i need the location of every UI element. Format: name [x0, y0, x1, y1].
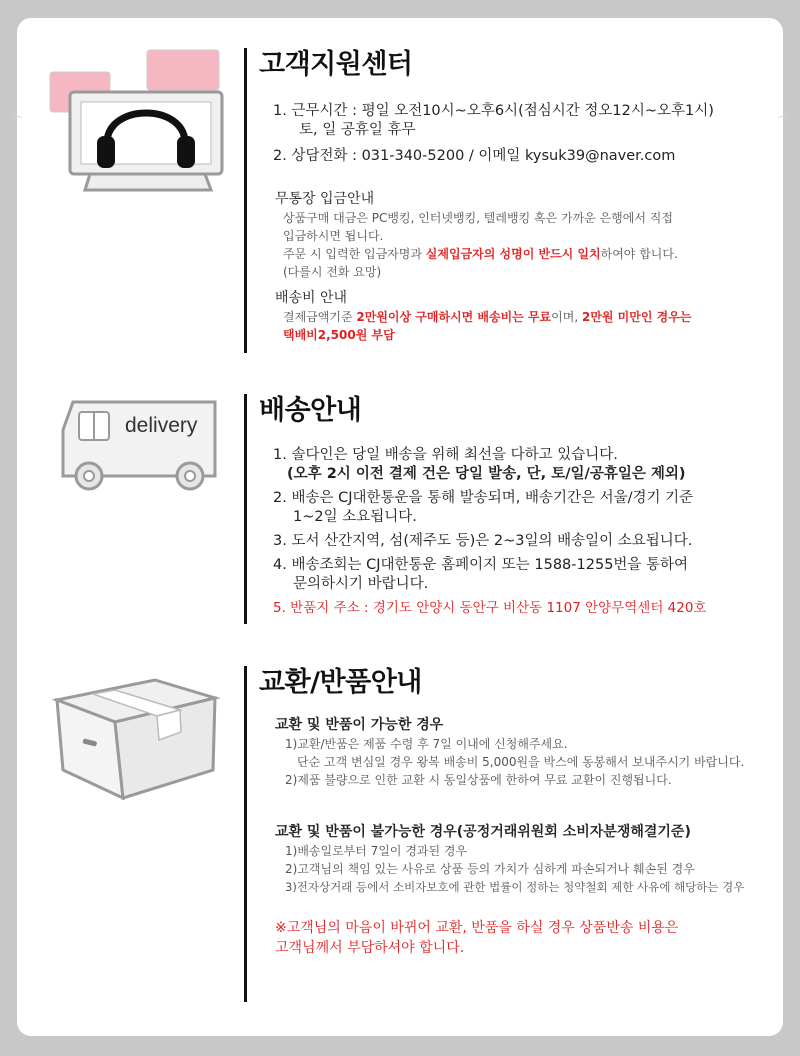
- deposit-line-4: (다를시 전화 요망): [283, 265, 382, 279]
- shipfee-title: 배송비 안내: [275, 290, 348, 306]
- delivery-icon: [45, 396, 235, 500]
- hours-holiday-line: 토, 일 공휴일 휴무: [299, 122, 416, 138]
- delivery-item-2-cont: 1~2일 소요됩니다.: [293, 509, 417, 525]
- hours-line: 1. 근무시간 : 평일 오전10시~오후6시(점심시간 정오12시~오후1시): [273, 103, 714, 119]
- returns-content: [244, 666, 781, 1002]
- impossible-item-1: 1)배송일로부터 7일이 경과된 경우: [285, 844, 468, 858]
- parcel-box-icon: [45, 670, 235, 800]
- impossible-title: 교환 및 반품이 불가능한 경우(공정거래위원회 소비자분쟁해결기준): [275, 824, 691, 840]
- returns-icon: [45, 670, 235, 804]
- return-address: 경기도 안양시 동안구 비산동 1107 안양무역센터 420호: [372, 600, 707, 616]
- shipfee-line-2: 택배비2,500원 부담: [283, 328, 395, 342]
- delivery-item-1: 1. 솔다인은 당일 배송을 위해 최선을 다하고 있습니다.: [273, 447, 618, 463]
- deposit-line-2: 입금하시면 됩니다.: [283, 229, 384, 243]
- deposit-line-3-highlight: 실제입금자의 성명이 반드시 일치: [425, 247, 601, 261]
- phone-email-line: 2. 상담전화 : 031-340-5200 / 이메일 kysuk39@naver.com: [273, 148, 676, 164]
- shipfee-under-highlight: 2만원 미만인 경우는: [581, 310, 692, 324]
- support-title: 고객지원센터: [259, 49, 413, 80]
- delivery-section: [17, 394, 783, 624]
- deposit-line-3: [259, 245, 779, 263]
- returns-title: 교환/반품안내: [259, 667, 422, 698]
- truck-label: delivery: [125, 414, 198, 437]
- notice-line-1: ※고객님의 마음이 바뀌어 교환, 반품을 하실 경우 상품반송 비용은: [275, 920, 679, 936]
- return-address-label: 5. 반품지 주소 :: [273, 600, 373, 616]
- possible-item-2: 2)제품 불량으로 인한 교환 시 동일상품에 한하여 무료 교환이 진행됩니다.: [285, 773, 672, 787]
- impossible-item-3: 3)전자상거래 등에서 소비자보호에 관한 법률이 정하는 청약철회 제한 사유에 해당하는 경우: [285, 880, 745, 894]
- possible-item-1-note: 단순 고객 변심일 경우 왕복 배송비 5,000원을 박스에 동봉해서 보내주시기 바랍니다.: [297, 755, 745, 769]
- headset-computer-icon: [45, 48, 235, 198]
- delivery-item-2: 2. 배송은 CJ대한통운을 통해 발송되며, 배송기간은 서울/경기 기준: [273, 490, 694, 506]
- deposit-title: 무통장 입금안내: [275, 191, 375, 207]
- delivery-item-1-note: (오후 2시 이전 결제 건은 당일 발송, 단, 토/일/공휴일은 제외): [287, 466, 686, 482]
- delivery-item-4: 4. 배송조회는 CJ대한통운 홈페이지 또는 1588-1255번을 통하여: [273, 557, 689, 573]
- shipfee-line-1: [259, 308, 779, 326]
- delivery-item-3: 3. 도서 산간지역, 섬(제주도 등)은 2~3일의 배송일이 소요됩니다.: [273, 533, 693, 549]
- delivery-truck-icon: [45, 396, 235, 496]
- delivery-title: 배송안내: [259, 395, 362, 426]
- deposit-line-3-b: 하여야 합니다.: [600, 247, 678, 261]
- delivery-item-5: [259, 599, 779, 618]
- support-content: [244, 48, 779, 353]
- support-section: [17, 48, 783, 353]
- notice-line-2: 고객님께서 부담하셔야 합니다.: [275, 940, 465, 956]
- shipfee-free-highlight: 2만원이상 구매하시면 배송비는 무료: [356, 310, 552, 324]
- delivery-item-4-cont: 문의하시기 바랍니다.: [293, 576, 429, 592]
- possible-title: 교환 및 반품이 가능한 경우: [275, 717, 444, 733]
- deposit-line-1: 상품구매 대금은 PC뱅킹, 인터넷뱅킹, 텔레뱅킹 혹은 가까운 은행에서 직접: [283, 211, 673, 225]
- impossible-item-2: 2)고객님의 책임 있는 사유로 상품 등의 가치가 심하게 파손되거나 훼손된 경우: [285, 862, 695, 876]
- possible-item-1: 1)교환/반품은 제품 수령 후 7일 이내에 신청해주세요.: [285, 737, 568, 751]
- shipfee-line-1-a: 결제금액기준: [283, 310, 357, 324]
- support-icon: [45, 48, 235, 202]
- info-card: [17, 18, 783, 1036]
- returns-section: [17, 666, 783, 1002]
- delivery-content: [244, 394, 779, 624]
- shipfee-line-1-b: 이며,: [551, 310, 582, 324]
- deposit-line-3-a: 주문 시 입력한 입금자명과: [283, 247, 426, 261]
